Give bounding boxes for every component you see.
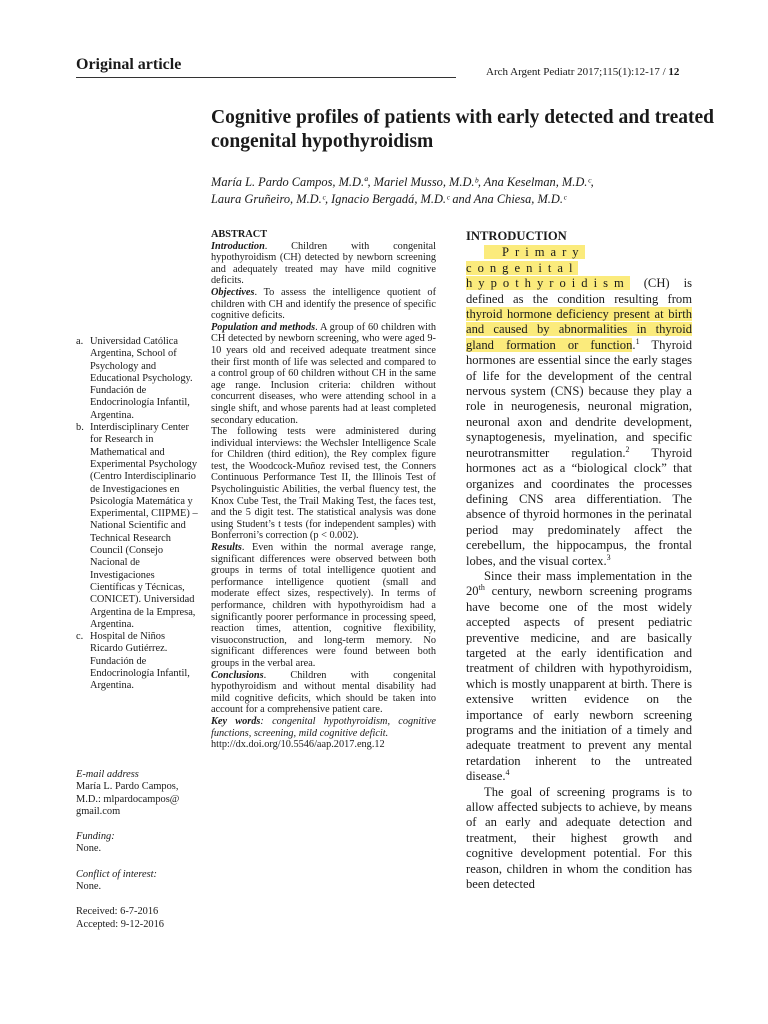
contact-info (76, 769, 200, 931)
affiliation-item: b. Interdisciplinary Center for Research in Mathematical and Experimental Psychology (Centro Interdisciplinario de Investigaciones en Psicología Matemática y Experimental, CIIPME) – National Scientific and Technical Research Council (Consejo Nacional de Investigaciones Científicas y Técnicas, CONICET). Universidad Argentina de la Empresa, Argentina. (76, 422, 198, 630)
highlight-term: Primary congenital hypothyroidism (466, 245, 630, 291)
abstract-methods: Population and methods. A group of 60 children with CH detected by newborn screening, who were aged 9-10 years old and received adequate treatment since their first month of life was selected and compared to a control group of 60 children without CH in the same age range. Inclusion criteria: children without concurrent diseases, who were attending school in a single shift, and whose parents had at least completed secondary education. (211, 321, 436, 426)
conflict-title: Conflict of interest: (76, 868, 157, 880)
email-title: E-mail address (76, 769, 139, 780)
intro-paragraph-2: Since their mass implementation in the 20th century, newborn screening programs have become one of the most widely accepted aspects of present pediatric preventive medicine, and are basically targeted at the early identification and treatment of children with hypothyroidism, which is mostly unapparent at birth. There is extensive written evidence on the importance of early newborn screening programs and the initiation of a timely and adequate treatment to prevent any mental retardation inherent to the untreated disease.$^4$ (466, 568, 692, 784)
journal-citation: Arch Argent Pediatr 2017;115(1):12-17 (486, 66, 660, 78)
conflict-value: None. (76, 881, 102, 893)
introduction-heading: INTRODUCTION (466, 229, 567, 243)
intro-paragraph-3: The goal of screening programs is to allow affected subjects to achieve, by means of an early and adequate detection and treatment, their highest growth and cognitive development potential. For this reason, children in whom the condition has been detected (466, 784, 692, 892)
doi-link[interactable]: http://dx.doi.org/10.5546/aap.2017.eng.12 (211, 739, 385, 751)
accepted-date: Accepted: 9-12-2016 (76, 918, 165, 930)
journal-separator: / (659, 66, 669, 78)
journal-reference (486, 66, 679, 78)
abstract-results: Results. Even within the normal average range, significant differences were observed between both groups in terms of total intelligence quotient and performance intelligence quotient (small and moderate effect sizes, respectively). In terms of performance, children with hypothyroidism had a significantly poorer performance in processing speed, reaction times, attention, cognitive flexibility, visuoconstruction, and long-term memory. No significant differences were found between both groups in the verbal area. (211, 542, 436, 669)
funding-value: None. (76, 843, 102, 855)
section-label: Original article (76, 56, 182, 73)
authors-line-2: Laura Gruñeiro, M.D.ᶜ, Ignacio Bergadá, M.D.ᶜ and Ana Chiesa, M.D.ᶜ (211, 192, 567, 206)
intro-paragraph-1: Primary congenital hypothyroidism (CH) is defined as the condition resulting from thyroid hormone deficiency present at birth and caused by abnormalities in thyroid gland formation or function.$^1$ Thyroid hormones are essential since the early stages of life for the development of the central nervous system (CNS) because they play a role in neurogenesis, neuronal migration, neuronal axon and dendrite development, synaptogenesis, myelination, and specific neurotransmitter regulation.$^2$ Thyroid hormones act as a “biological clock” that organizes and coordinates the processes defining CNS area differentiation. The absence of thyroid hormones in the perinatal period may predominately affect the cerebellum, the hippocampus, the frontal lobes, and the visual cortex.$^3$ (466, 245, 693, 568)
email-value: María L. Pardo Campos, M.D.: mlpardocampos@ gmail.com (76, 781, 180, 817)
abstract-conclusions: Conclusions. Children with congenital hypothyroidism and without mental disability had mild cognitive deficits, which should be taken into account for a comprehensive patient care. (211, 669, 436, 716)
abstract-keywords: Key words: congenital hypothyroidism, cognitive functions, screening, mild cognitive deficit. (211, 715, 436, 739)
abstract-objectives: Objectives. To assess the intelligence quotient of children with CH and identify the presence of specific cognitive deficits. (211, 286, 436, 322)
header-rule (76, 77, 456, 78)
abstract-heading: ABSTRACT (211, 229, 268, 240)
received-date: Received: 6-7-2016 (76, 906, 159, 918)
article-title: Cognitive profiles of patients with early detected and treated congenital hypothyroidism (211, 107, 714, 152)
affiliation-item: c. Hospital de Niños Ricardo Gutiérrez. Fundación de Endocrinología Infantil, Argentina. (76, 631, 190, 692)
abstract-methods-tests: The following tests were administered during individual interviews: the Wechsler Intelligence Scale for Children (third edition), the Rey complex figure test, the Woodcock-Muñoz revised test, the Conners Continuous Performance Test II, the Illinois Test of Psycholinguistic Abilities, the verbal fluency test, the Knox Cube Test, the Trail Making Test, the faces test, and the 5 digit test. The statistical analysis was done using Student’s t tests (for independent samples) with Bonferroni’s correction (p < 0.002). (211, 426, 436, 542)
funding-title: Funding: (76, 831, 115, 843)
abstract-introduction: Introduction. Children with congenital hypothyroidism (CH) detected by newborn screening and adequately treated may have mild cognitive deficits. (211, 240, 436, 287)
reference-1: 1 (635, 336, 640, 346)
highlight-definition: thyroid hormone deficiency present at birth and caused by abnormalities in thyroid gland formation or function (466, 307, 692, 352)
reference-4: 4 (505, 768, 510, 778)
introduction-section (466, 229, 692, 892)
reference-2: 2 (625, 444, 630, 454)
author-list (211, 174, 731, 208)
affiliation-item: a. Universidad Católica Argentina, School of Psychology and Educational Psychology. Fundación de Endocrinología Infantil, Argentina. (76, 336, 193, 421)
abstract (211, 229, 436, 751)
page-number: 12 (668, 66, 680, 78)
affiliations (76, 336, 200, 693)
reference-3: 3 (606, 552, 611, 562)
authors-line-1: María L. Pardo Campos, M.D.ª, Mariel Musso, M.D.ᵇ, Ana Keselman, M.D.ᶜ, (211, 175, 594, 189)
